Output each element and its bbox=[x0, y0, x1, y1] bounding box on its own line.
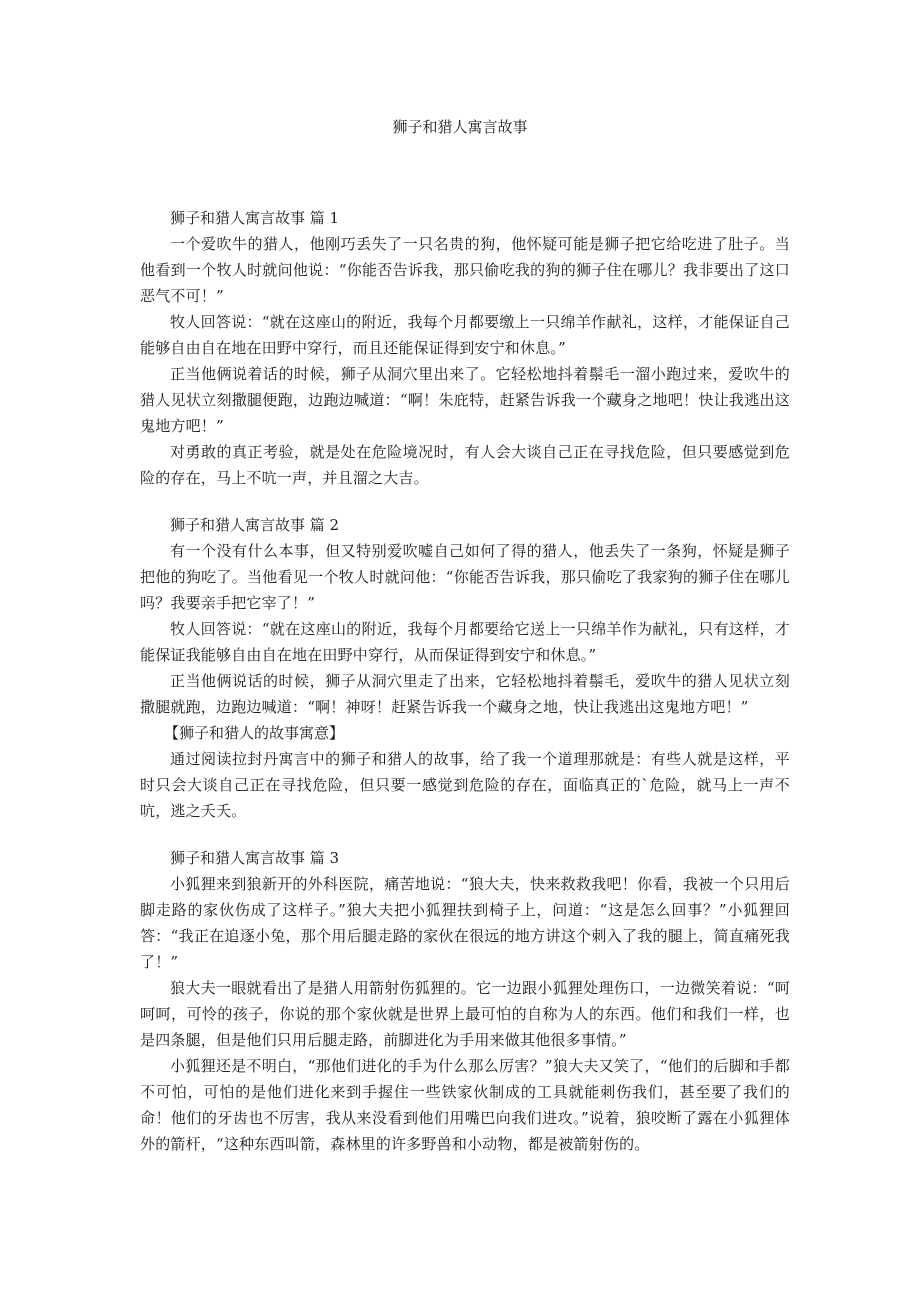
paragraph: 对勇敢的真正考验，就是处在危险境况时，有人会大谈自己正在寻找危险，但只要感觉到危险的存在，马上不吭一声，并且溜之大吉。 bbox=[140, 443, 790, 487]
paragraph: 正当他俩说话的时候，狮子从洞穴里走了出来，它轻松地抖着鬃毛，爱吹牛的猎人见状立刻撒腿就跑，边跑边喊道：“啊！神呀！赶紧告诉我一个藏身之地，快让我逃出这鬼地方吧！” bbox=[140, 672, 790, 716]
paragraph: 一个爱吹牛的猎人，他刚巧丢失了一只名贵的狗，他怀疑可能是狮子把它给吃进了肚子。当他看到一个牧人时就问他说：“你能否告诉我，那只偷吃我的狗的狮子住在哪儿？我非要出了这口恶气不可！” bbox=[140, 235, 790, 305]
paragraph: 小狐狸来到狼新开的外科医院，痛苦地说：“狼大夫，快来救救我吧！你看，我被一个只用后脚走路的家伙伤成了这样子。”狼大夫把小狐狸扶到椅子上，问道：“这是怎么回事？”小狐狸回答：“我正在追逐小兔，那个用后腿走路的家伙在很远的地方讲这个刺入了我的腿上，简直痛死我了！” bbox=[140, 875, 790, 971]
document-body bbox=[140, 205, 790, 1178]
paragraph: 牧人回答说：“就在这座山的附近，我每个月都要缴上一只绵羊作献礼，这样，才能保证自己能够自由自在地在田野中穿行，而且还能保证得到安宁和休息。” bbox=[140, 313, 790, 357]
paragraph: 牧人回答说：“就在这座山的附近，我每个月都要给它送上一只绵羊作为献礼，只有这样，才能保证我能够自由自在地在田野中穿行，从而保证得到安宁和休息。” bbox=[140, 620, 790, 664]
moral-paragraph: 通过阅读拉封丹寓言中的狮子和猎人的故事，给了我一个道理那就是：有些人就是这样，平时只会大谈自己正在寻找危险，但只要一感觉到危险的存在，面临真正的`危险，就马上一声不吭，逃之夭夭。 bbox=[140, 750, 790, 820]
paragraph: 正当他俩说着话的时候，狮子从洞穴里出来了。它轻松地抖着鬃毛一溜小跑过来，爱吹牛的猎人见状立刻撒腿便跑，边跑边喊道：“啊！朱庇特，赶紧告诉我一个藏身之地吧！快让我逃出这鬼地方吧！” bbox=[140, 365, 790, 435]
paragraph: 有一个没有什么本事，但又特别爱吹嘘自己如何了得的猎人，他丢失了一条狗，怀疑是狮子把他的狗吃了。当他看见一个牧人时就问他：“你能否告诉我，那只偷吃了我家狗的狮子住在哪儿吗？我要亲手把它宰了！” bbox=[140, 542, 790, 612]
paragraph: 小狐狸还是不明白，“那他们进化的手为什么那么厉害？”狼大夫又笑了，“他们的后脚和手都不可怕，可怕的是他们进化来到手握住一些铁家伙制成的工具就能刺伤我们，甚至要了我们的命！他们的牙齿也不厉害，我从来没看到他们用嘴巴向我们进攻。”说着，狼咬断了露在小狐狸体外的箭杆，“这种东西叫箭，森林里的许多野兽和小动物，都是被箭射伤的。 bbox=[140, 1057, 790, 1153]
section-heading: 狮子和猎人寓言故事 篇 2 bbox=[170, 516, 340, 534]
paragraph: 狼大夫一眼就看出了是猎人用箭射伤狐狸的。它一边跟小狐狸处理伤口，一边微笑着说：“呵呵呵，可怜的孩子，你说的那个家伙就是世界上最可怕的自称为人的东西。他们和我们一样，也是四条腿，但是他们只用后腿走路，前脚进化为手用来做其他很多事情。” bbox=[140, 979, 790, 1049]
story-section-2 bbox=[140, 512, 790, 824]
document-title: 狮子和猎人寓言故事 bbox=[392, 118, 528, 136]
section-heading: 狮子和猎人寓言故事 篇 1 bbox=[170, 209, 340, 227]
section-heading: 狮子和猎人寓言故事 篇 3 bbox=[170, 849, 340, 867]
story-section-1 bbox=[140, 205, 790, 491]
story-section-3 bbox=[140, 845, 790, 1157]
moral-heading: 【狮子和猎人的故事寓意】 bbox=[164, 724, 345, 742]
